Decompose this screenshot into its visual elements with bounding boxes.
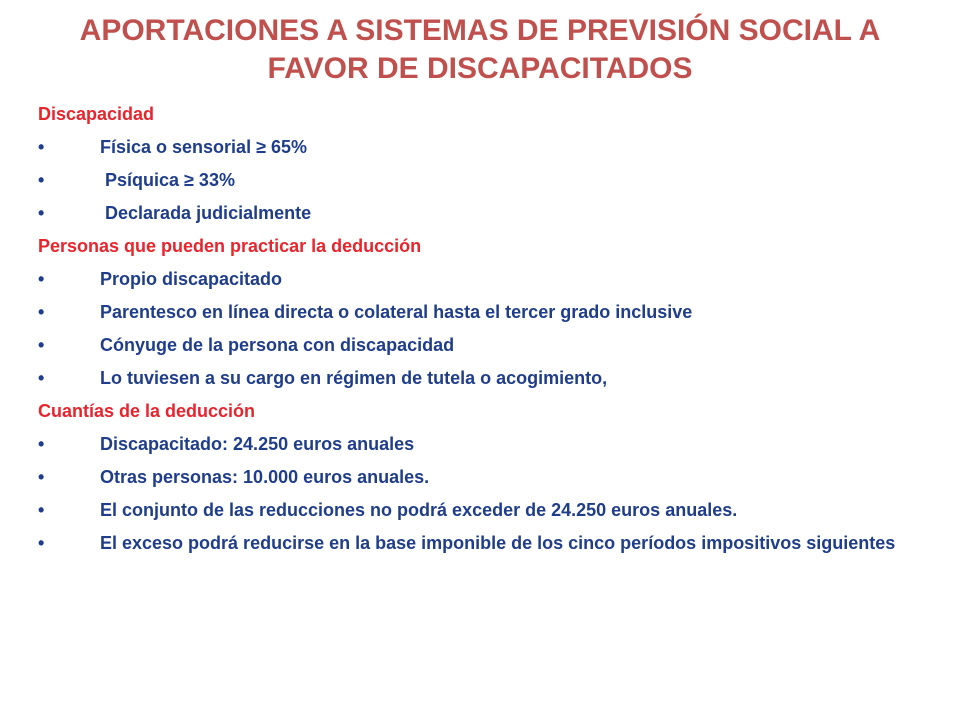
slide-content — [38, 98, 938, 566]
list-item — [38, 131, 938, 164]
bullet-icon: • — [38, 170, 45, 190]
section-heading-personas: Personas que pueden practicar la deducción — [38, 236, 422, 256]
bullet-icon: • — [38, 533, 45, 553]
list-item — [38, 461, 938, 494]
list-item-text: Parentesco en línea directa o colateral hasta el tercer grado inclusive — [100, 302, 693, 322]
bullet-icon: • — [38, 269, 45, 289]
list-item-text: El conjunto de las reducciones no podrá exceder de 24.250 euros anuales. — [100, 500, 738, 520]
slide-title-line-2: FAVOR DE DISCAPACITADOS — [267, 52, 693, 85]
list-item-text: Psíquica ≥ 33% — [100, 170, 235, 190]
bullet-icon: • — [38, 137, 45, 157]
list-item — [38, 428, 938, 461]
list-item — [38, 527, 938, 566]
bullet-icon: • — [38, 368, 45, 388]
bullet-icon: • — [38, 500, 45, 520]
list-item — [38, 362, 938, 395]
list-item-text: Propio discapacitado — [100, 269, 283, 289]
slide-title-line-1: APORTACIONES A SISTEMAS DE PREVISIÓN SOCIAL A — [79, 14, 881, 47]
bullet-icon: • — [38, 302, 45, 322]
bullet-icon: • — [38, 335, 45, 355]
list-item-text: Lo tuviesen a su cargo en régimen de tutela o acogimiento, — [100, 368, 608, 388]
slide-title — [0, 12, 960, 88]
list-item-text: Declarada judicialmente — [100, 203, 312, 223]
bullet-icon: • — [38, 203, 45, 223]
section-heading-cuantias: Cuantías de la deducción — [38, 401, 256, 421]
list-item — [38, 494, 938, 527]
list-item — [38, 164, 938, 197]
list-item — [38, 296, 938, 329]
list-item — [38, 197, 938, 230]
section-heading-discapacidad: Discapacidad — [38, 104, 155, 124]
list-item-text: Discapacitado: 24.250 euros anuales — [100, 434, 415, 454]
bullet-icon: • — [38, 434, 45, 454]
bullet-icon: • — [38, 467, 45, 487]
list-item-text: El exceso podrá reducirse en la base imponible de los cinco períodos impositivos siguientes — [100, 533, 896, 553]
list-item — [38, 329, 938, 362]
list-item — [38, 263, 938, 296]
list-item-text: Otras personas: 10.000 euros anuales. — [100, 467, 430, 487]
list-item-text: Cónyuge de la persona con discapacidad — [100, 335, 455, 355]
list-item-text: Física o sensorial ≥ 65% — [100, 137, 307, 157]
